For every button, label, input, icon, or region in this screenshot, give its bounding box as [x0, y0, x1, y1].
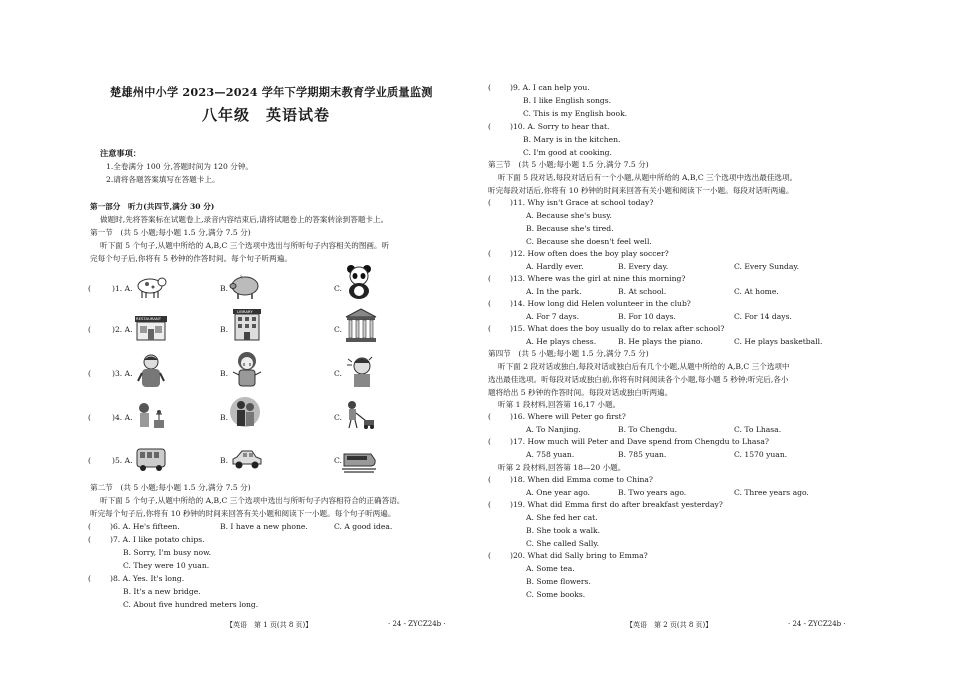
- answer-bracket: (: [488, 500, 491, 509]
- question-text: )20. What did Sally bring to Emma?: [510, 551, 648, 560]
- bus-image: [134, 441, 168, 475]
- mowing-lawn-image: [342, 400, 376, 430]
- part1-intro: 做题时,先将答案标在试题卷上,录音内容结束后,请将试题卷上的答案转涂到答题卡上。: [100, 215, 389, 224]
- section4-intro-line1: 听下面 2 段对话或独白,每段对话或独白后有几个小题,从题中所给的 A,B,C 三个选项中: [498, 362, 790, 371]
- bank-building-image: [344, 307, 378, 343]
- page-footer-left: 【英语 第 1 页(共 8 页)】: [226, 621, 313, 629]
- question-option-a: A. 758 yuan.: [526, 450, 575, 459]
- section1-heading: 第一节 (共 5 小题;每小题 1.5 分,满分 7.5 分): [90, 228, 251, 237]
- answer-bracket: (: [488, 83, 491, 92]
- question-option-a: A. To Nanjing.: [526, 425, 581, 434]
- option-c-label: C.: [334, 456, 342, 465]
- answer-bracket: (: [88, 284, 91, 293]
- section1-intro-line2: 完每个句子后,你将有 5 秒钟的作答时间。每个句子听两遍。: [90, 254, 292, 263]
- question-text: )14. How long did Helen volunteer in the club?: [510, 299, 691, 308]
- option-c-label: C.: [334, 413, 342, 422]
- question-option-a: )7. A. I like potato chips.: [110, 535, 205, 544]
- section3-intro-line2: 听完每段对话后,你将有 10 秒钟的时间来回答有关小题和阅读下一小题。每段对话听两遍。: [488, 186, 794, 195]
- question-text: )11. Why isn't Grace at school today?: [510, 198, 654, 207]
- question-option-a: A. For 7 days.: [526, 312, 580, 321]
- option-b-label: B.: [220, 369, 228, 378]
- option-c-label: C.: [334, 325, 342, 334]
- question-text: )16. Where will Peter go first?: [510, 412, 626, 421]
- question-option-b: B. He plays the piano.: [618, 337, 703, 346]
- option-b-label: B.: [220, 284, 228, 293]
- answer-bracket: (: [488, 475, 491, 484]
- answer-bracket: (: [88, 325, 91, 334]
- question-option-b: B. 785 yuan.: [618, 450, 667, 459]
- question-number: )4. A.: [112, 413, 133, 422]
- answer-bracket: (: [88, 369, 91, 378]
- question-option-c: C. They were 10 yuan.: [123, 561, 210, 570]
- question-text: )13. Where was the girl at nine this morning?: [510, 274, 686, 283]
- answer-bracket: (: [488, 551, 491, 560]
- question-number: )2. A.: [112, 325, 133, 334]
- page-footer-code: · 24 - ZYCZ24b ·: [388, 620, 446, 628]
- section2-heading: 第二节 (共 5 小题;每小题 1.5 分,满分 7.5 分): [90, 483, 251, 492]
- material-2-instruction: 听第 2 段材料,回答第 18—20 小题。: [498, 463, 626, 472]
- question-option-a: A. In the park.: [526, 287, 582, 296]
- question-number: )5. A.: [112, 456, 133, 465]
- option-c-label: C.: [334, 284, 342, 293]
- question-option-b: B. She took a walk.: [526, 526, 601, 535]
- answer-bracket: (: [488, 274, 491, 283]
- cow-image: [134, 271, 168, 301]
- question-number: )3. A.: [112, 369, 133, 378]
- pig-image: [228, 271, 262, 301]
- answer-bracket: (: [488, 324, 491, 333]
- exam-page-1: [80, 0, 455, 688]
- question-option-a: A. She fed her cat.: [526, 513, 598, 522]
- exam-page-2: [488, 0, 858, 688]
- section2-intro-line1: 听下面 5 个句子,从题中所给的 A,B,C 三个选项中选出与所听句子内容相符合的正确答语。: [100, 496, 405, 505]
- question-option-a: )9. A. I can help you.: [510, 83, 590, 92]
- library-sign: LIBRARY: [237, 309, 253, 314]
- question-option-b: B. To Chengdu.: [618, 425, 677, 434]
- question-option-c: C. Some books.: [526, 590, 586, 599]
- question-text: )18. When did Emma come to China?: [510, 475, 653, 484]
- part1-heading: 第一部分 听力(共四节,满分 30 分): [90, 202, 215, 211]
- question-option-c: C. To Lhasa.: [734, 425, 782, 434]
- question-text: )15. What does the boy usually do to relax after school?: [510, 324, 725, 333]
- note-2: 2.请将各题答案填写在答题卡上。: [106, 175, 220, 184]
- answer-bracket: (: [88, 456, 91, 465]
- note-1: 1.全卷满分 100 分,答题时间为 120 分钟。: [106, 162, 254, 171]
- question-number: )1. A.: [112, 284, 133, 293]
- option-b-label: B.: [220, 456, 228, 465]
- question-text: )12. How often does the boy play soccer?: [510, 249, 669, 258]
- train-image: [342, 444, 376, 474]
- question-option-b: B. Two years ago.: [618, 488, 687, 497]
- page-footer-code: · 24 - ZYCZ24b ·: [788, 620, 846, 628]
- question-option-c: C. For 14 days.: [734, 312, 792, 321]
- question-option-c: C. A good idea.: [334, 522, 393, 531]
- question-option-b: B. For 10 days.: [618, 312, 676, 321]
- answer-bracket: (: [88, 413, 91, 422]
- answer-bracket: (: [88, 522, 91, 531]
- question-option-a: A. Because she's busy.: [526, 211, 612, 220]
- library-image: [230, 306, 264, 342]
- exam-title-line2: 八年级 英语试卷: [202, 106, 331, 124]
- section4-intro-line3: 题将给出 5 秒钟的作答时间。每段对话或独白听两遍。: [488, 388, 673, 397]
- question-option-c: C. Three years ago.: [734, 488, 809, 497]
- question-option-c: C. He plays basketball.: [734, 337, 823, 346]
- question-option-c: C. She called Sally.: [526, 539, 600, 548]
- answer-bracket: (: [488, 412, 491, 421]
- question-option-c: C. At home.: [734, 287, 779, 296]
- option-b-label: B.: [220, 413, 228, 422]
- car-image: [230, 444, 264, 474]
- notes-heading: 注意事项：: [100, 148, 141, 158]
- question-option-b: B. I have a new phone.: [220, 522, 308, 531]
- question-option-b: B. Sorry, I'm busy now.: [123, 548, 212, 557]
- question-text: )17. How much will Peter and Dave spend from Chengdu to Lhasa?: [510, 437, 769, 446]
- option-b-label: B.: [220, 325, 228, 334]
- question-option-a: A. Some tea.: [526, 564, 575, 573]
- panda-image: [342, 264, 376, 300]
- question-option-a: )10. A. Sorry to hear that.: [510, 122, 610, 131]
- question-option-b: B. Mary is in the kitchen.: [523, 135, 621, 144]
- question-option-a: )8. A. Yes. It's long.: [110, 574, 185, 583]
- answer-bracket: (: [88, 574, 91, 583]
- restaurant-sign: RESTAURANT: [136, 316, 162, 321]
- question-option-a: A. He plays chess.: [526, 337, 597, 346]
- answer-bracket: (: [488, 198, 491, 207]
- section1-intro-line1: 听下面 5 个句子,从题中所给的 A,B,C 三个选项中选出与所听句子内容相关的图画。听: [100, 241, 390, 250]
- question-option-a: A. One year ago.: [526, 488, 590, 497]
- section3-intro-line1: 听下面 5 段对话,每段对话后有一个小题,从题中所给的 A,B,C 三个选项中选出最佳选项。: [498, 173, 798, 182]
- crying-girl-image: [230, 350, 264, 388]
- question-option-a: A. Hardly ever.: [526, 262, 584, 271]
- section4-intro-line2: 选出最佳选项。听每段对话或独白前,你将有时间阅读各个小题,每小题 5 秒钟;听完后,各小: [488, 375, 789, 384]
- page-footer-left: 【英语 第 2 页(共 8 页)】: [626, 621, 713, 629]
- question-option-b: B. Every day.: [618, 262, 669, 271]
- headache-person-image: [344, 353, 378, 389]
- restaurant-image: [134, 311, 168, 341]
- answer-bracket: (: [488, 122, 491, 131]
- question-option-c: C. I'm good at cooking.: [523, 148, 612, 157]
- section4-heading: 第四节 (共 5 小题;每小题 1.5 分,满分 7.5 分): [488, 349, 649, 358]
- exam-title-line1: 楚雄州中小学 2023—2024 学年下学期期末教育学业质量监测: [110, 85, 433, 99]
- sick-boy-image: [134, 353, 168, 389]
- section3-heading: 第三节 (共 5 小题;每小题 1.5 分,满分 7.5 分): [488, 160, 649, 169]
- question-option-b: B. Some flowers.: [526, 577, 591, 586]
- question-option-a: )6. A. He's fifteen.: [110, 522, 180, 531]
- question-text: )19. What did Emma first do after breakfast yesterday?: [510, 500, 723, 509]
- question-option-c: C. Because she doesn't feel well.: [526, 237, 652, 246]
- question-option-c: C. This is my English book.: [523, 109, 628, 118]
- material-1-instruction: 听第 1 段材料,回答第 16,17 小题。: [498, 400, 621, 409]
- question-option-c: C. Every Sunday.: [734, 262, 800, 271]
- question-option-b: B. Because she's tired.: [526, 224, 614, 233]
- question-option-b: B. It's a new bridge.: [123, 587, 201, 596]
- answer-bracket: (: [488, 437, 491, 446]
- question-option-c: C. About five hundred meters long.: [123, 600, 259, 609]
- answer-bracket: (: [488, 299, 491, 308]
- answer-bracket: (: [488, 249, 491, 258]
- helping-elderly-image: [228, 396, 262, 432]
- question-option-b: B. At school.: [618, 287, 667, 296]
- watering-flowers-image: [134, 400, 168, 430]
- option-c-label: C.: [334, 369, 342, 378]
- section2-intro-line2: 听完每个句子后,你将有 10 秒钟的时间来回答有关小题和阅读下一小题。每个句子听两遍。: [90, 509, 396, 518]
- question-option-b: B. I like English songs.: [523, 96, 612, 105]
- answer-bracket: (: [88, 535, 91, 544]
- question-option-c: C. 1570 yuan.: [734, 450, 788, 459]
